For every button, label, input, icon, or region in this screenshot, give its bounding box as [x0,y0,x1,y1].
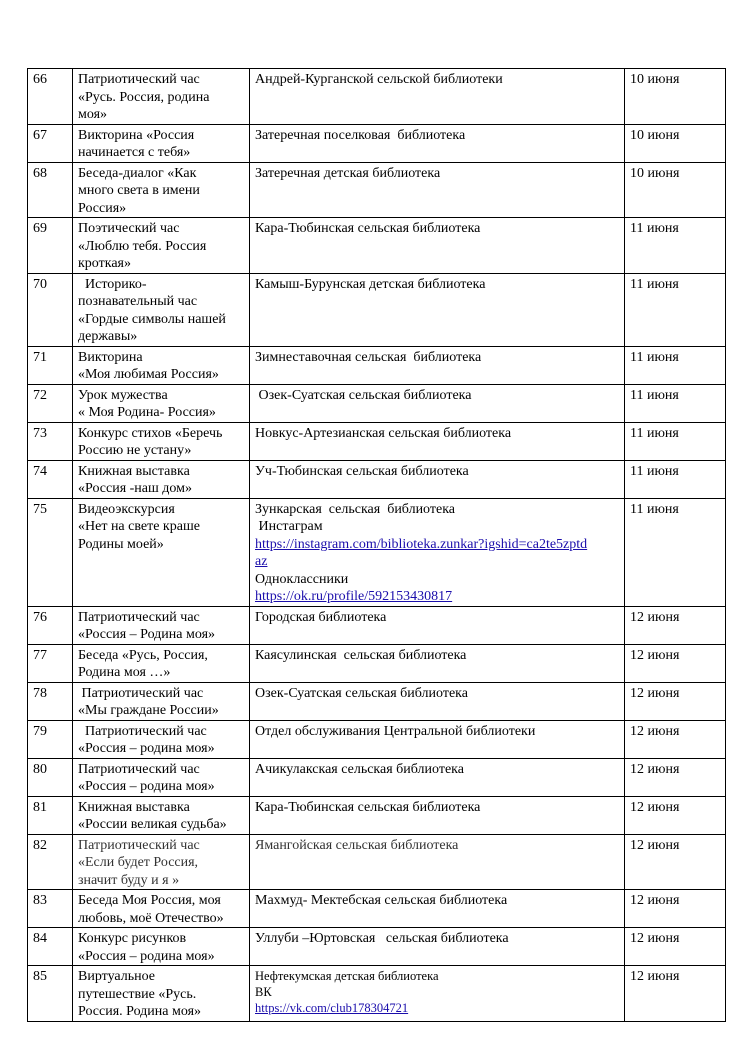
event-title-line: Беседа Моя Россия, моя [78,893,221,908]
event-title [73,890,250,928]
event-title-line: кроткая» [78,256,131,271]
event-title-line: «Если будет Россия, [78,855,199,870]
event-title-line: Беседа «Русь, Россия, [78,647,208,663]
event-title-line: моя» [78,107,108,122]
venue-line: Одноклассники [255,571,349,587]
row-number: 67 [28,124,73,162]
event-title-line: «Россия – родина моя» [78,948,215,964]
venue [250,606,625,644]
event-title-line: Патриотический час [78,685,204,701]
event-title-line: державы» [78,329,138,344]
event-title-line: начинается с тебя» [78,145,191,160]
table-row [28,460,726,498]
event-title-line: Книжная выставка [78,463,190,479]
event-title-line: Виртуальное [78,969,155,984]
event-date: 11 июня [625,498,726,606]
row-number: 75 [28,498,73,606]
table-row [28,928,726,966]
venue [250,796,625,834]
row-number: 70 [28,273,73,346]
venue [250,460,625,498]
event-date: 12 июня [625,796,726,834]
event-title-line: «Мы граждане России» [78,703,219,718]
event-title [73,124,250,162]
event-title-line: Родины моей» [78,536,164,552]
table-row [28,720,726,758]
venue-line: ВК [255,985,272,999]
event-date: 12 июня [625,606,726,644]
venue-line: Затеречная детская библиотека [255,165,441,181]
venue [250,720,625,758]
event-date: 12 июня [625,834,726,890]
venue [250,498,625,606]
venue-line: Кара-Тюбинская сельская библиотека [255,221,481,236]
venue [250,644,625,682]
event-title [73,273,250,346]
event-title [73,498,250,606]
event-date: 12 июня [625,682,726,720]
event-title-line: Патриотический час [78,723,207,739]
event-date: 11 июня [625,384,726,422]
venue [250,273,625,346]
event-title-line: Видеоэкскурсия [78,501,175,517]
table-row [28,644,726,682]
table-row [28,422,726,460]
row-number: 68 [28,162,73,218]
event-date: 11 июня [625,273,726,346]
venue [250,346,625,384]
venue-line: Ачикулакская сельская библиотека [255,761,464,777]
table-row [28,346,726,384]
event-title [73,834,250,890]
event-title-line: Урок мужества [78,387,168,403]
event-title [73,720,250,758]
event-title [73,346,250,384]
row-number: 72 [28,384,73,422]
table-row [28,834,726,890]
event-title [73,682,250,720]
event-title [73,796,250,834]
row-number: 74 [28,460,73,498]
event-title-line: значит буду и я » [78,872,180,888]
row-number: 76 [28,606,73,644]
event-title [73,218,250,274]
event-title [73,422,250,460]
event-title [73,460,250,498]
event-title-line: «Россия – Родина моя» [78,627,216,642]
venue [250,966,625,1022]
table-row [28,162,726,218]
venue-link[interactable]: https://instagram.com/biblioteka.zunkar?igshid=ca2te5zptd [255,536,588,552]
event-title [73,69,250,125]
row-number: 73 [28,422,73,460]
event-date: 10 июня [625,124,726,162]
table-row [28,606,726,644]
row-number: 83 [28,890,73,928]
venue [250,834,625,890]
venue-line: Нефтекумская детская библиотека [255,969,439,983]
venue-link[interactable]: https://vk.com/club178304721 [255,1001,409,1015]
event-title [73,966,250,1022]
table-row [28,966,726,1022]
event-date: 11 июня [625,460,726,498]
venue-line: Озек-Суатская сельская библиотека [255,685,468,701]
event-title-line: Патриотический час [78,609,200,625]
table-row [28,758,726,796]
event-title-line: Патриотический час [78,761,200,777]
table-row [28,273,726,346]
event-title-line: Поэтический час [78,221,180,236]
event-title-line: «Моя любимая Россия» [78,367,219,382]
event-title-line: Россия. Родина моя» [78,1004,202,1019]
venue [250,758,625,796]
event-title-line: Патриотический час [78,837,200,853]
venue-line: Городская библиотека [255,609,387,625]
events-table [27,68,726,1022]
row-number: 69 [28,218,73,274]
event-title [73,758,250,796]
event-date: 12 июня [625,644,726,682]
table-row [28,498,726,606]
venue [250,890,625,928]
table-row [28,682,726,720]
event-title [73,384,250,422]
event-title [73,162,250,218]
row-number: 77 [28,644,73,682]
venue-line: Кара-Тюбинская сельская библиотека [255,799,481,815]
row-number: 79 [28,720,73,758]
event-date: 12 июня [625,928,726,966]
event-title-line: «Россия – родина моя» [78,741,215,756]
venue-line: Махмуд- Мектебская сельская библиотека [255,893,508,908]
row-number: 71 [28,346,73,384]
event-date: 12 июня [625,758,726,796]
venue-line: Уч-Тюбинская сельская библиотека [255,463,469,479]
venue-line: Озек-Суатская сельская библиотека [255,387,472,403]
event-title-line: «Гордые символы нашей [78,311,226,327]
row-number: 78 [28,682,73,720]
venue-line: Зимнеставочная сельская библиотека [255,349,482,365]
event-title-line: Беседа-диалог «Как [78,165,197,181]
event-date: 10 июня [625,162,726,218]
table-row [28,69,726,125]
venue-line: Новкус-Артезианская сельская библиотека [255,425,512,441]
event-title-line: «Русь. Россия, родина [78,89,210,105]
event-title-line: Викторина «Россия [78,127,195,143]
table-row [28,124,726,162]
event-title-line: «Россия -наш дом» [78,481,193,496]
table-row [28,890,726,928]
event-title-line: Россию не устану» [78,443,192,458]
row-number: 85 [28,966,73,1022]
event-date: 12 июня [625,720,726,758]
table-row [28,218,726,274]
venue-link[interactable]: https://ok.ru/profile/592153430817 [255,589,453,604]
venue-line: Зункарская сельская библиотека [255,501,456,517]
venue-line: Отдел обслуживания Центральной библиотеки [255,723,536,739]
row-number: 81 [28,796,73,834]
venue-line: Затеречная поселковая библиотека [255,127,466,143]
event-title-line: познавательный час [78,294,198,309]
venue [250,69,625,125]
event-title-line: много света в имени [78,183,200,198]
venue-line: Инстаграм [255,519,323,534]
row-number: 84 [28,928,73,966]
table-row [28,384,726,422]
events-table-body [28,69,726,1022]
row-number: 82 [28,834,73,890]
venue-line: Камыш-Бурунская детская библиотека [255,276,486,292]
event-date: 12 июня [625,966,726,1022]
event-title-line: Историко- [78,276,147,292]
event-title-line: Родина моя …» [78,665,171,680]
venue [250,162,625,218]
event-title-line: Патриотический час [78,72,200,87]
event-title [73,606,250,644]
event-title-line: Россия» [78,200,127,216]
venue-line: Каясулинская сельская библиотека [255,647,467,663]
event-title-line: «России великая судьба» [78,817,227,832]
row-number: 80 [28,758,73,796]
event-date: 11 июня [625,422,726,460]
event-date: 10 июня [625,69,726,125]
event-title [73,928,250,966]
venue [250,928,625,966]
event-title-line: «Нет на свете краше [78,519,200,534]
venue [250,422,625,460]
event-title-line: путешествие «Русь. [78,986,197,1002]
event-date: 12 июня [625,890,726,928]
venue-line: Ямангойская сельская библиотека [255,837,459,853]
table-row [28,796,726,834]
venue-line: Андрей-Курганской сельской библиотеки [255,72,503,87]
event-date: 11 июня [625,218,726,274]
venue [250,384,625,422]
event-title-line: Викторина [78,349,143,365]
venue-line: Уллуби –Юртовская сельская библиотека [255,931,509,946]
event-title-line: « Моя Родина- Россия» [78,405,216,420]
event-title [73,644,250,682]
event-title-line: Конкурс стихов «Беречь [78,425,223,441]
venue-link[interactable]: az [255,554,268,569]
event-title-line: «Россия – родина моя» [78,779,215,794]
row-number: 66 [28,69,73,125]
event-title-line: «Люблю тебя. Россия [78,238,207,254]
venue [250,124,625,162]
event-title-line: Книжная выставка [78,799,190,815]
event-title-line: Конкурс рисунков [78,931,187,946]
venue [250,218,625,274]
event-date: 11 июня [625,346,726,384]
event-title-line: любовь, моё Отечество» [78,910,224,926]
venue [250,682,625,720]
